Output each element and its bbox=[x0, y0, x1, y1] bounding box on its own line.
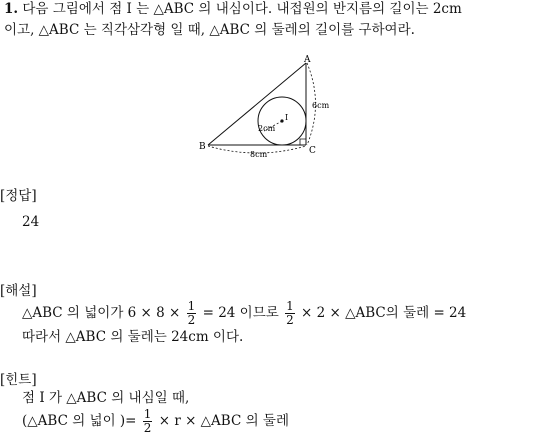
answer-value: 24 bbox=[22, 214, 40, 230]
problem-text-2: 이고, △ABC 는 직각삼각형 일 때, △ABC 의 둘레의 길이를 구하여라. bbox=[4, 22, 415, 38]
hint-header: [힌트] bbox=[0, 372, 37, 388]
explanation-text-1b: = 24 이므로 bbox=[202, 305, 279, 321]
problem-number: 1. bbox=[4, 1, 19, 17]
explanation-header: [해설] bbox=[0, 283, 37, 299]
incenter-label: I bbox=[285, 113, 289, 122]
hint-text-2b: × r × △ABC 의 둘레 bbox=[158, 413, 290, 429]
vertex-label-c: C bbox=[309, 146, 316, 156]
fraction-half-3 bbox=[143, 408, 153, 435]
hint-line-2 bbox=[22, 406, 289, 436]
incenter-point bbox=[280, 119, 283, 122]
problem-text-1: 다음 그림에서 점 I 는 △ABC 의 내심이다. 내접원의 반지름의 길이는 2cm bbox=[22, 1, 462, 17]
side-ab bbox=[208, 63, 306, 145]
explanation-text-1a: △ABC 의 넓이가 6 × 8 × bbox=[22, 305, 181, 321]
fraction-denominator: 2 bbox=[286, 313, 294, 327]
fraction-denominator: 2 bbox=[143, 421, 152, 435]
fraction-denominator: 2 bbox=[187, 313, 196, 327]
explanation-text-1c: × 2 × △ABC의 둘레 = 24 bbox=[301, 305, 467, 321]
vertex-label-b: B bbox=[199, 142, 206, 152]
answer-header: [정답] bbox=[0, 188, 37, 204]
hint-text-2a: (△ABC 의 넓이 )= bbox=[22, 413, 137, 429]
side-bc-label: 8cm bbox=[250, 150, 268, 159]
fraction-half-2 bbox=[285, 300, 295, 327]
vertex-label-a: A bbox=[304, 55, 311, 65]
fraction-numerator: 1 bbox=[286, 299, 294, 313]
explanation-line-2: 따라서 △ABC 의 둘레는 24cm 이다. bbox=[22, 329, 244, 345]
fraction-numerator: 1 bbox=[143, 407, 152, 421]
side-ac-label: 6cm bbox=[312, 101, 330, 110]
radius-label: 2cm bbox=[258, 124, 276, 133]
fraction-numerator: 1 bbox=[187, 299, 196, 313]
hint-line-1: 점 I 가 △ABC 의 내심일 때, bbox=[22, 390, 190, 406]
explanation-line-1 bbox=[22, 298, 466, 328]
fraction-half-1 bbox=[187, 300, 197, 327]
right-angle-marker bbox=[300, 139, 306, 145]
